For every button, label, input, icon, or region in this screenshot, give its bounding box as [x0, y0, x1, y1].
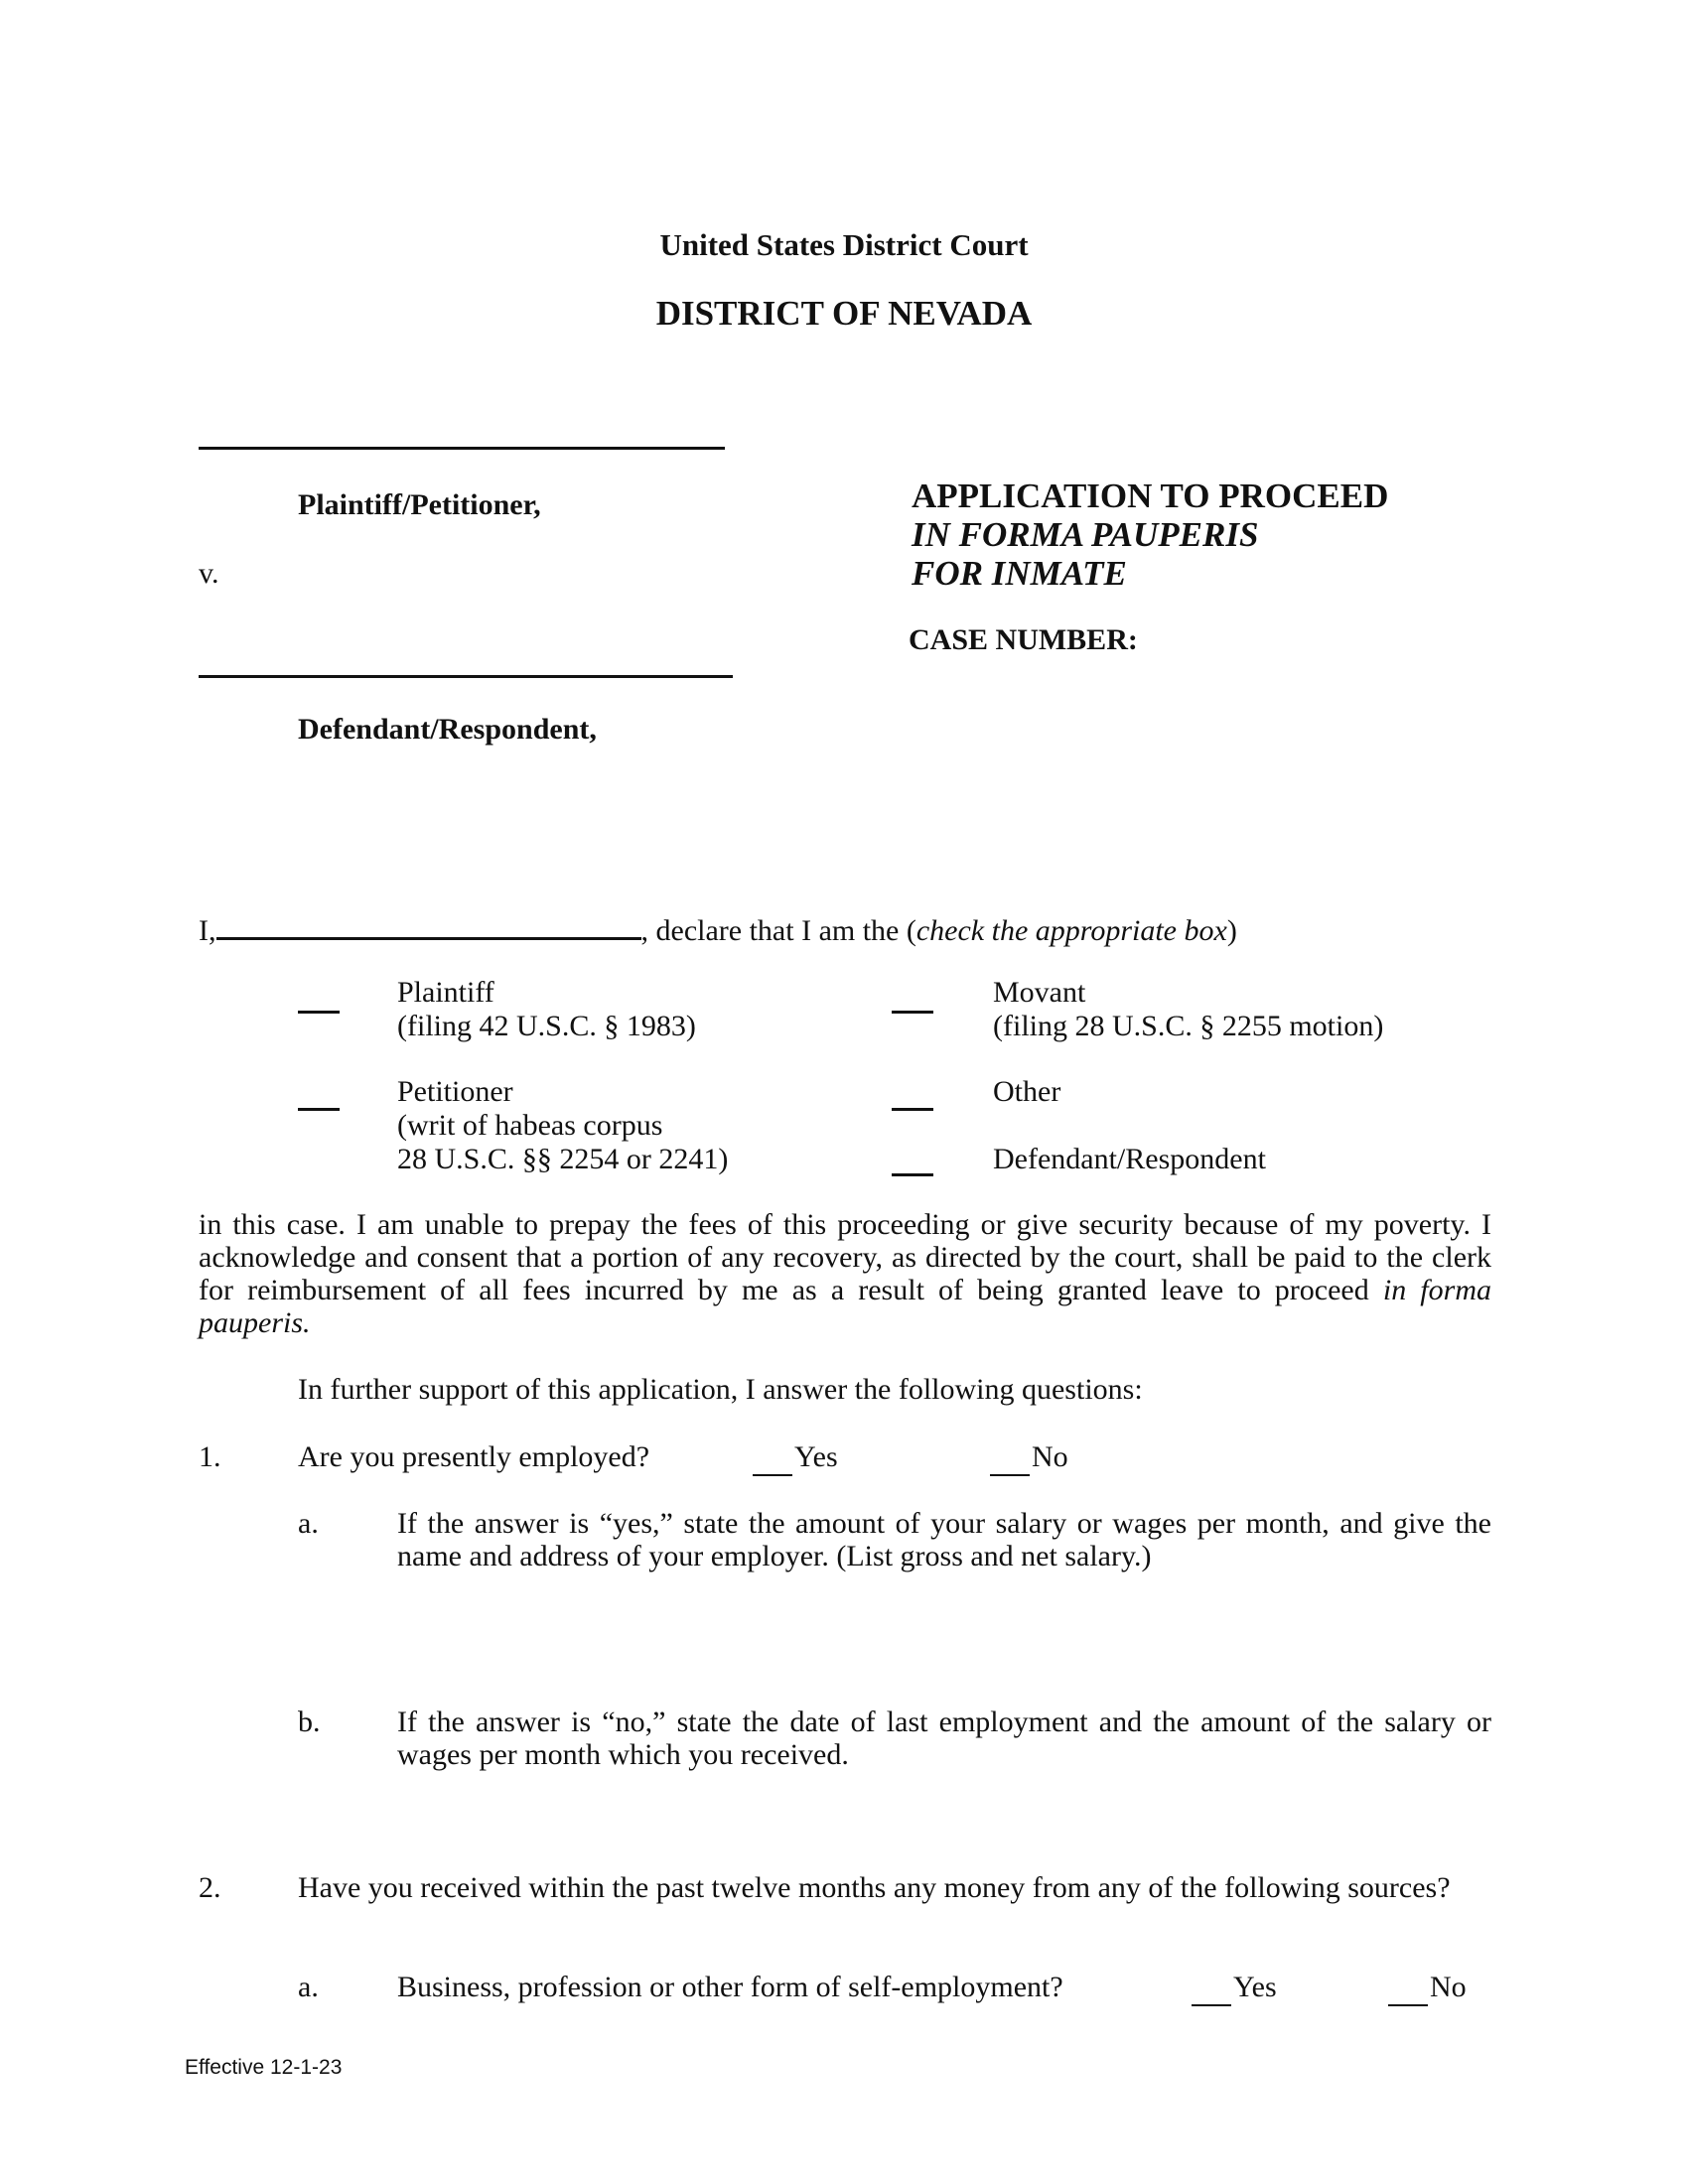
role-petitioner-sub2: 28 U.S.C. §§ 2254 or 2241): [397, 1143, 729, 1175]
role-other: Other: [993, 1075, 1061, 1108]
declaration-close: ): [1226, 914, 1237, 947]
declaration-prefix: I,: [199, 914, 216, 947]
defendant-name-line[interactable]: [199, 675, 733, 678]
q2-text: Have you received within the past twelve months any money from any of the following sources?: [298, 1871, 1451, 1904]
role-defendant: Defendant/Respondent: [993, 1143, 1266, 1175]
form-title-line2: IN FORMA PAUPERIS: [912, 515, 1259, 554]
declaration-instruction: check the appropriate box: [915, 914, 1227, 947]
plaintiff-checkbox[interactable]: [298, 1011, 340, 1014]
court-name: United States District Court: [659, 227, 1029, 262]
poverty-declaration-paragraph: [199, 1208, 1491, 1339]
support-line: In further support of this application, I answer the following questions:: [298, 1373, 1143, 1406]
q2a-no-option[interactable]: [1388, 1971, 1467, 2006]
role-plaintiff: Plaintiff: [397, 976, 494, 1009]
petitioner-checkbox[interactable]: [298, 1108, 340, 1111]
defendant-checkbox[interactable]: [892, 1173, 933, 1176]
q1-no-blank[interactable]: [990, 1440, 1030, 1476]
effective-date-footer: Effective 12-1-23: [185, 2056, 343, 2079]
q2a-no-blank[interactable]: [1388, 1971, 1428, 2006]
q2a-no-label: No: [1430, 1971, 1467, 2003]
q2a-text: Business, profession or other form of self-employment?: [397, 1971, 1063, 2003]
q1-no-option[interactable]: [990, 1440, 1068, 1476]
q1b-text: If the answer is “no,” state the date of last employment and the amount of the salary or wages per month which you received.: [397, 1706, 1491, 1771]
in-forma-pauperis-italic: in forma pauperis.: [199, 1274, 1491, 1339]
q2a-yes-option[interactable]: [1192, 1971, 1277, 2006]
q2-number: 2.: [199, 1871, 221, 1904]
form-title-line1: APPLICATION TO PROCEED: [912, 477, 1389, 515]
role-plaintiff-sub: (filing 42 U.S.C. § 1983): [397, 1010, 696, 1042]
q1-no-label: No: [1032, 1440, 1068, 1473]
movant-checkbox[interactable]: [892, 1011, 933, 1014]
q1a-text: If the answer is “yes,” state the amount of your salary or wages per month, and give the name and address of your employer. (List gross and net salary.): [397, 1507, 1491, 1572]
plaintiff-name-line[interactable]: [199, 447, 725, 450]
q1a-letter: a.: [298, 1507, 319, 1540]
declaration-mid: , declare that I am the (: [640, 914, 916, 947]
role-petitioner: Petitioner: [397, 1075, 513, 1108]
form-title-line3: FOR INMATE: [912, 554, 1127, 593]
role-movant: Movant: [993, 976, 1086, 1009]
defendant-label: Defendant/Respondent,: [298, 713, 597, 746]
q1-yes-blank[interactable]: [753, 1440, 792, 1476]
declaration-line: [199, 911, 1237, 948]
role-movant-sub: (filing 28 U.S.C. § 2255 motion): [993, 1010, 1384, 1042]
q1-number: 1.: [199, 1440, 221, 1473]
role-petitioner-sub1: (writ of habeas corpus: [397, 1109, 663, 1142]
poverty-paragraph-text: in this case. I am unable to prepay the fees of this proceeding or give security because of my poverty. I acknowledge and consent that a portion of any recovery, as directed by the court, shall be paid to the clerk for reimbursement of all fees incurred by me as a result of being granted leave to proceed: [199, 1208, 1491, 1306]
versus-label: v.: [199, 557, 219, 590]
declarant-name-blank[interactable]: [216, 911, 641, 940]
other-checkbox[interactable]: [892, 1108, 933, 1111]
district-name: DISTRICT OF NEVADA: [655, 294, 1033, 333]
q2a-yes-blank[interactable]: [1192, 1971, 1231, 2006]
q1-text: Are you presently employed?: [298, 1440, 650, 1473]
case-number-label: CASE NUMBER:: [909, 623, 1138, 656]
plaintiff-label: Plaintiff/Petitioner,: [298, 488, 541, 521]
q2a-letter: a.: [298, 1971, 319, 2003]
q1b-letter: b.: [298, 1706, 321, 1738]
q1-yes-label: Yes: [794, 1440, 838, 1473]
q2a-yes-label: Yes: [1233, 1971, 1277, 2003]
q1-yes-option[interactable]: [753, 1440, 838, 1476]
